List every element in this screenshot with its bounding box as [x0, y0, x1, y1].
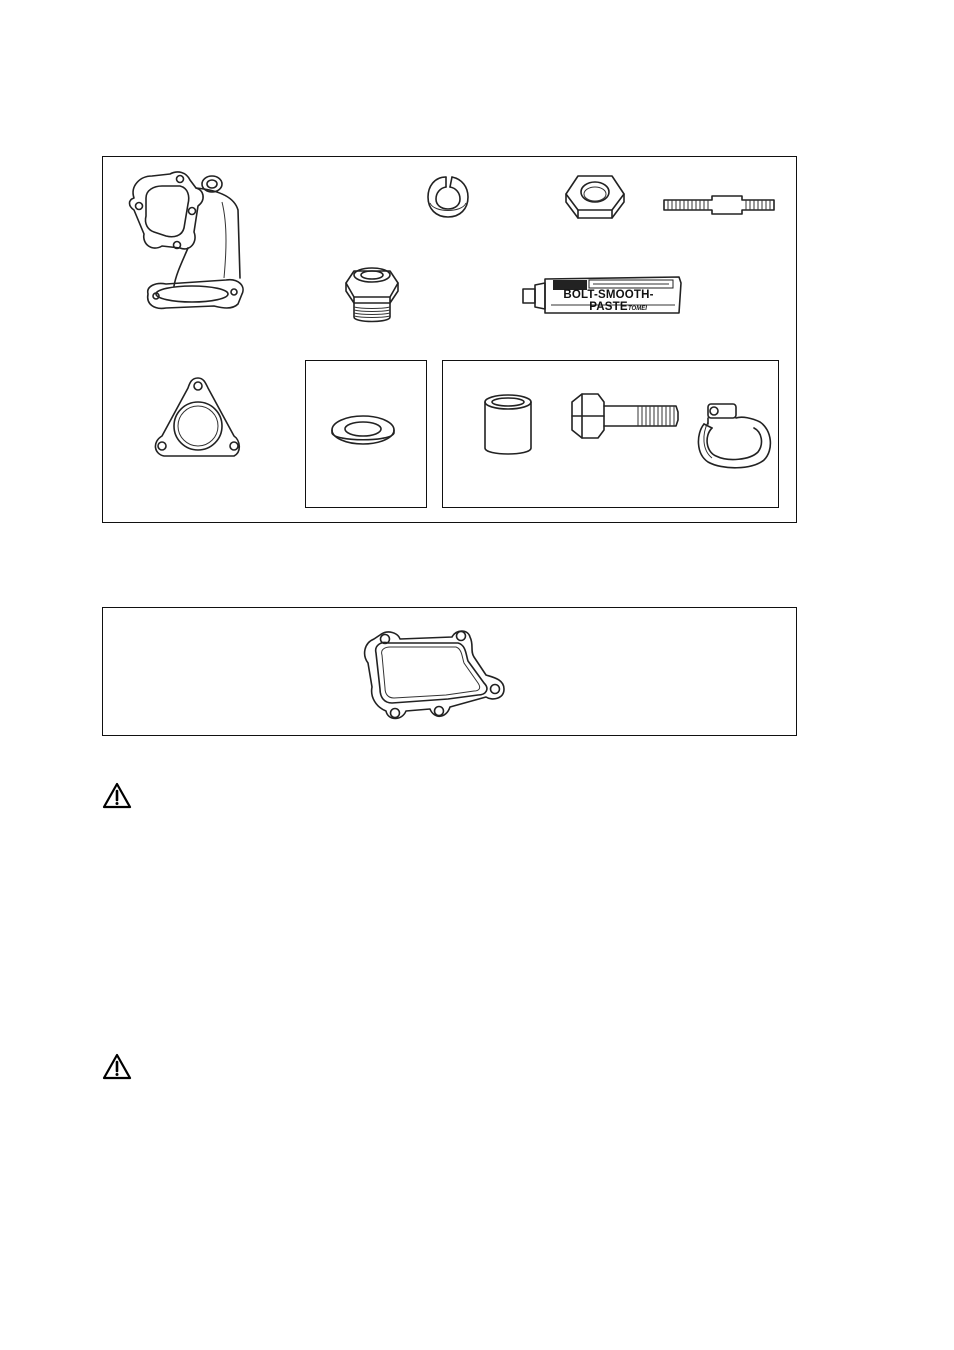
threaded-stud [662, 192, 776, 218]
three-bolt-flange-gasket [150, 374, 246, 464]
paste-tube-brand: TOMEI [628, 306, 647, 312]
hose-clamp [694, 400, 776, 472]
flat-washer [330, 412, 396, 452]
split-lock-washer [426, 173, 470, 221]
hex-bolt [568, 392, 680, 440]
warning-triangle-icon [102, 782, 132, 810]
paste-tube-label: BOLT-SMOOTH-PASTE [563, 289, 654, 313]
hex-nut [562, 172, 628, 222]
turbo-outlet-elbow [126, 166, 246, 316]
turbine-inlet-gasket [358, 627, 510, 725]
warning-triangle-icon [102, 1053, 132, 1081]
oil-drain-fitting [342, 263, 402, 325]
sleeve-collar [482, 392, 534, 458]
